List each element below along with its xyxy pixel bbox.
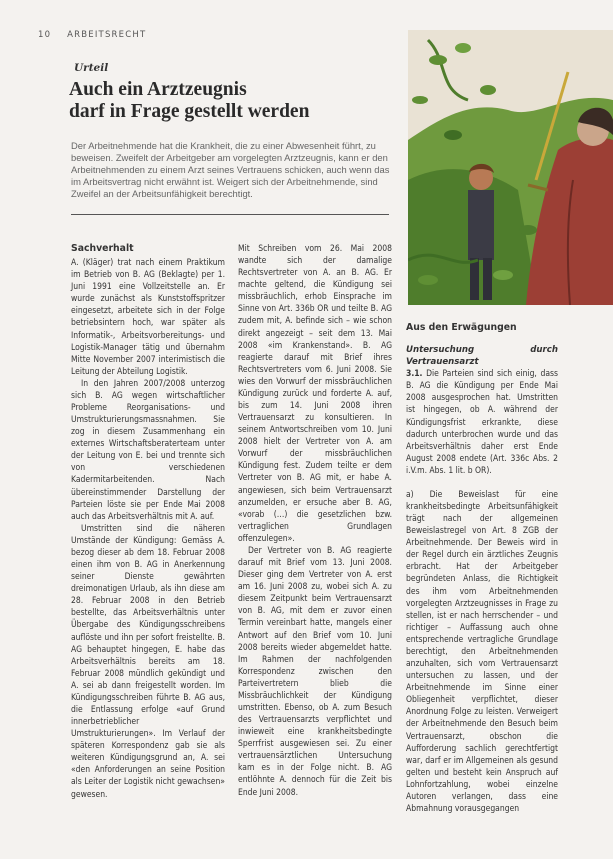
- divider: [71, 214, 389, 215]
- paragraph: Umstritten sind die näheren Umstände der Kündigung: Gemäss A. bezog dieser ab dem 18. Februar 2008 einen ihm von B. AG in Anerkennung seiner Dienste gewährten dreimonatigen Urlaub, als ihn diese am 28. Februar 2008 in den Betrieb bestellte, das Arbeitsverhältnis unter Übergabe des Kündigungsschreibens auflöste und ihn per sofort freistellte. B. AG behauptet hingegen, E. habe das Arbeitsverhältnis bereits am 18. Februar 2008 mündlich gekündigt und A. sei ab dann freigestellt worden. Im Kündigungsschreiben führte B. AG aus, die Entlassung erfolge «auf Grund innerbetrieblicher Umstrukturierungen». Im Verlauf der späteren Korrespondenz gab sie als weiteren Kündigungsgrund an, A. sei «den Anforderungen an seine Position als Leiter der Logistik nicht gewachsen» gewesen.: [71, 523, 225, 800]
- section-label: ARBEITSRECHT: [67, 30, 147, 40]
- column-3: [406, 322, 558, 815]
- running-head: [38, 30, 146, 40]
- article-kicker: Urteil: [74, 62, 109, 74]
- paragraph-text: Die Parteien sind sich einig, dass B. AG die Kündigung per Ende Mai 2008 ausgesprochen hat. Umstritten ist hingegen, ob A. während der Kündigungsfrist erkrankte, diese dadurch unterbrochen wurde und das Arbeitsverhältnis daher erst Ende August 2008 endete (Art. 336c Abs. 2 i.V.m. Abs. 1 lit. b OR).: [406, 369, 558, 476]
- column-2: [238, 243, 392, 799]
- court-illustration: [408, 30, 613, 305]
- paragraph: [406, 368, 558, 477]
- article-lead: Der Arbeitnehmende hat die Krankheit, die zu einer Abwesenheit führt, zu beweisen. Zweifelt der Arbeitgeber am vorgelegten Arztzeugnis, kann er den Arbeitnehmenden zu einem Arzt seines Vertrauens schicken, auch wenn das im Arbeitsvertrag nicht erwähnt ist. Weigert sich der Arbeitnehmende, sind Zweifel an der Arbeitsunfähigkeit berechtigt.: [71, 140, 390, 200]
- spacer: [406, 477, 558, 489]
- section-heading-sachverhalt: Sachverhalt: [71, 243, 134, 254]
- paragraph: Mit Schreiben vom 26. Mai 2008 wandte sich der damalige Rechtsvertreter von A. an B. AG. Er machte geltend, die Kündigung sei missbräuchlich, erhob Einsprache im Sinne von Art. 336b OR und teilte B. AG zudem mit, A. befinde sich – wie schon direkt angezeigt – seit dem 13. Mai 2008 «im Krankenstand». B. AG reagierte darauf mit Brief ihres Rechtsvertreters vom 6. Juni 2008. Sie wies den Vorwurf der missbräuchlichen Kündigung zurück und forderte A. auf, bis zum 14. Juni 2008 ihren Vertrauensarzt zu konsultieren. In seinem Antwortschreiben vom 10. Juni 2008 hielt der Vertreter von A. am Vorwurf der missbräuchlichen Kündigung fest. Zudem teilte er dem Vertreter von B. AG mit, er habe A. angewiesen, sich beim Vertrauensarzt anzumelden, er ersuche aber B. AG, «vorab (…) die gesetzlichen bzw. vertraglichen Grundlagen offenzulegen».: [238, 244, 392, 544]
- section-heading-erwaegungen: Aus den Erwägungen: [406, 322, 517, 333]
- column-1: [71, 243, 225, 801]
- paragraph: In den Jahren 2007/2008 unterzog sich B. AG wegen wirtschaftlicher Probleme Reorganisations- und Umstrukturierungsmassnahmen. Sie zog in diesem Zusammenhang ein externes Wirtschaftsberaterteam unter der Leitung von E. bei und trennte sich von verschiedenen Kadermitarbeitenden. Nach übereinstimmender Darstellung der Parteien löste sie per Ende Mai 2008 auch das Arbeitsverhältnis mit A. auf.: [71, 378, 225, 522]
- title-line-2: darf in Frage gestellt werden: [69, 101, 310, 122]
- paragraph: Der Vertreter von B. AG reagierte darauf mit Brief vom 13. Juni 2008. Dieser ging dem Vertreter von A. erst am 16. Juni 2008 zu, wobei sich A. zu diesem Zeitpunkt beim Vertrauensarzt von B. AG, mit dem er zuvor einen Termin vereinbart hatte, mangels einer Antwort auf den Brief vom 10. Juni 2008 bereits wieder abgemeldet hatte. Im Rahmen der nachfolgenden Korrespondenz zwischen den Parteivertretern blieb die Missbräuchlichkeit der Kündigung umstritten. Ebenso, ob A. zum Besuch des Vertrauensarzts verpflichtet und inwieweit eine krankheitsbedingte Sperrfrist ausgewiesen sei. Zu einer vertrauensärztlichen Untersuchung kam es in der Folge nicht. B. AG entlöhnte A. dennoch für die Zeit bis Ende Juni 2008.: [238, 545, 392, 798]
- spacer: [406, 336, 558, 344]
- title-line-1: Auch ein Arztzeugnis: [69, 79, 247, 100]
- paragraph: a) Die Beweislast für eine krankheitsbedingte Arbeitsunfähigkeit trägt nach der allgemeinen Beweislastregel von Art. 8 ZGB der Arbeitnehmende. Der Beweis wird in der Regel durch ein ärztliches Zeugnis erbracht. Hat der Arbeitgeber begründeten Anlass, die Richtigkeit des ihm vom Arbeitnehmenden vorgelegten Arztzeugnisses in Frage zu stellen, ist er nach herrschender – und richtiger – Auffassung auch ohne entsprechende vertragliche Grundlage berechtigt, den Arbeitnehmenden anzuhalten, sich vom Vertrauensarzt untersuchen zu lassen, und der Arbeitnehmende im Sinne einer Obliegenheit verpflichtet, dieser Anordnung Folge zu leisten. Verweigert der Arbeitnehmende den Besuch beim Vertrauensarzt, obschon die Aufforderung sachlich gerechtfertigt war, darf er im Allgemeinen als gesund gelten und besteht kein Anspruch auf Lohnfortzahlung, wobei einzelne Autoren verlangen, dass eine Abmahnung vorausgegangen: [406, 489, 558, 814]
- paragraph: A. (Kläger) trat nach einem Praktikum im Betrieb von B. AG (Beklagte) per 1. Juni 1991 eine Vollzeitstelle an. Er wurde zunächst als Kunststoffspritzer eingesetzt, arbeitete sich in der Folge betriebsintern hoch, war später als Informatik-, Arbeitsvorbereitungs- und Logistik-Manager tätig und übernahm Mitte November 2007 interimistisch die Leitung der Abteilung Logistik.: [71, 258, 225, 377]
- article-title: [69, 79, 389, 123]
- paragraph-number: 3.1.: [406, 369, 423, 380]
- subheading: Untersuchung durch Vertrauensarzt: [406, 345, 558, 368]
- page-number: 10: [38, 30, 52, 40]
